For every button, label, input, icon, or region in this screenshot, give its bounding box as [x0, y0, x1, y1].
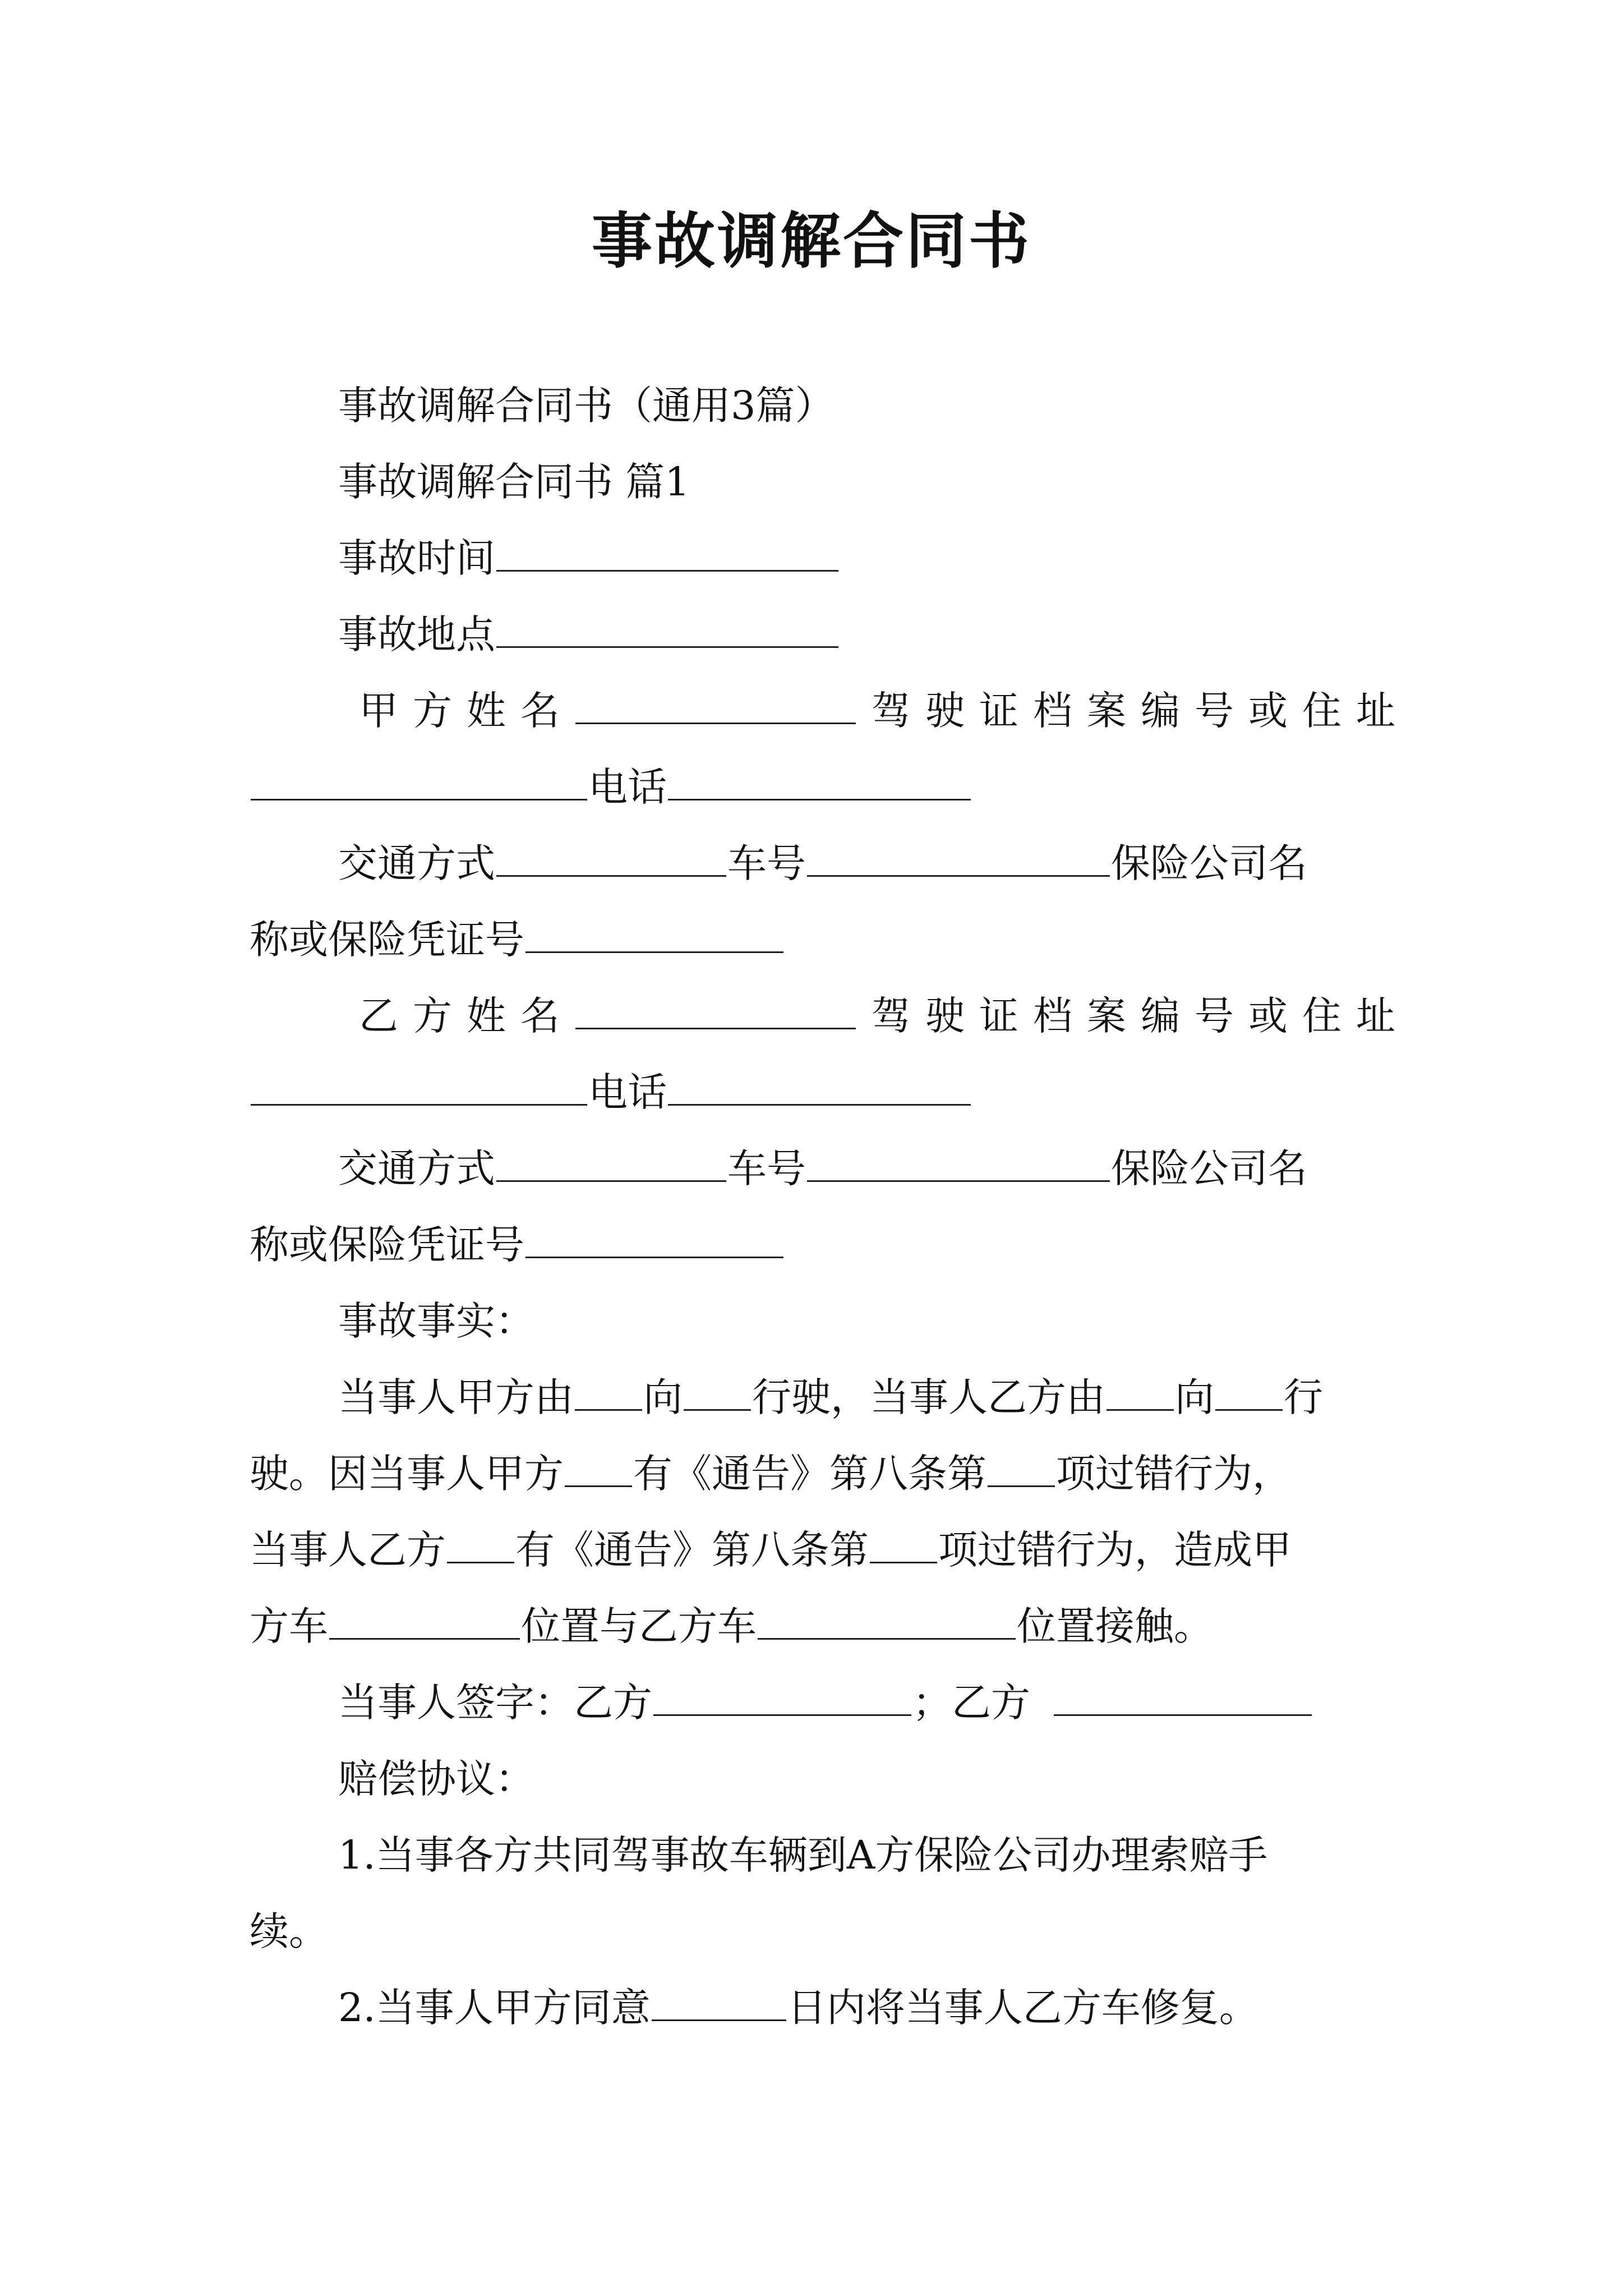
blank-line	[988, 1446, 1055, 1487]
subtitle-text: 事故调解合同书（通用3篇）	[338, 383, 834, 429]
text-run: 向	[643, 1374, 683, 1420]
blank-line	[1215, 1370, 1283, 1411]
text-run: 位置与乙方车	[521, 1603, 757, 1649]
blank-line	[668, 1065, 971, 1106]
text-run: 1.当事各方共同驾事故车辆到A方保险公司办理索赔手	[338, 1832, 1268, 1878]
field-label: 称或保险凭证号	[250, 1222, 524, 1268]
field-accident-time	[250, 520, 1388, 596]
field-label: 称或保险凭证号	[250, 917, 524, 963]
field-label: 交通方式	[338, 840, 495, 886]
blank-line	[447, 1522, 514, 1563]
field-label: 车号	[727, 1145, 806, 1191]
field-party-b-insurance	[250, 1207, 1388, 1283]
field-label: 电话	[588, 764, 667, 810]
field-party-b-name	[250, 978, 1410, 1054]
field-party-a-vehicle	[250, 825, 1388, 901]
text-run: 当事人签字：乙方	[338, 1680, 652, 1726]
text-run: 2.当事人甲方同意	[338, 1985, 651, 2031]
blank-line	[807, 1141, 1110, 1182]
field-label: 车号	[727, 840, 806, 886]
compensation-heading-text: 赔偿协议：	[338, 1756, 534, 1802]
field-label: 事故时间	[338, 535, 495, 581]
field-label: 驾驶证档案编号或住址	[872, 993, 1410, 1039]
blank-line	[575, 1370, 642, 1411]
text-run: 日内将当事人乙方车修复。	[787, 1985, 1258, 2031]
blank-line	[653, 1675, 911, 1716]
field-party-a-phone	[250, 749, 1388, 825]
document-body	[250, 367, 1410, 2046]
section-heading-text: 事故调解合同书 篇1	[338, 459, 690, 505]
paragraph-facts-line3	[250, 1512, 1388, 1588]
blank-line	[496, 836, 726, 877]
paragraph-facts-line4	[250, 1588, 1388, 1664]
text-run: 有《通告》第八条第	[633, 1451, 986, 1497]
blank-line	[870, 1522, 937, 1563]
field-label: 事故地点	[338, 611, 495, 657]
paragraph-clause-1	[250, 1817, 1388, 1893]
blank-line	[329, 1599, 520, 1640]
text-run: 项过错行为，造成甲	[938, 1527, 1292, 1573]
blank-line	[496, 1141, 726, 1182]
text-run: 向	[1175, 1374, 1214, 1420]
text-run: 项过错行为，	[1056, 1451, 1292, 1497]
field-accident-location	[250, 596, 1388, 673]
blank-line	[668, 760, 971, 800]
document-title: 事故调解合同书	[591, 206, 1031, 277]
blank-line	[496, 531, 838, 572]
text-run: 有《通告》第八条第	[515, 1527, 869, 1573]
paragraph-clause-2	[250, 1970, 1388, 2046]
blank-line	[251, 760, 587, 800]
field-label: 电话	[588, 1069, 667, 1115]
text-run: 方车	[250, 1603, 328, 1649]
blank-line	[807, 836, 1110, 877]
text-run: 当事人甲方由	[338, 1374, 574, 1420]
facts-heading-text: 事故事实：	[338, 1298, 534, 1344]
field-label: 驾驶证档案编号或住址	[872, 688, 1410, 734]
blank-line	[684, 1370, 751, 1411]
blank-line	[758, 1599, 1016, 1640]
blank-line	[1106, 1370, 1174, 1411]
paragraph-compensation-heading	[250, 1741, 1388, 1817]
paragraph-facts-line1	[250, 1359, 1388, 1435]
field-label: 保险公司名	[1111, 840, 1307, 886]
text-run: 驶。因当事人甲方	[250, 1451, 564, 1497]
paragraph-facts-line2	[250, 1435, 1388, 1512]
blank-line	[496, 607, 838, 648]
field-label: 保险公司名	[1111, 1145, 1307, 1191]
text-run: 行驶，当事人乙方由	[752, 1374, 1105, 1420]
text-run: 当事人乙方	[250, 1527, 446, 1573]
paragraph-section-heading	[250, 444, 1388, 520]
field-party-b-phone	[250, 1054, 1388, 1130]
paragraph-subtitle	[250, 367, 1388, 444]
blank-line	[251, 1065, 587, 1106]
text-run: 行	[1284, 1374, 1323, 1420]
blank-line	[565, 1446, 632, 1487]
blank-line	[1054, 1675, 1312, 1716]
blank-line	[525, 1217, 783, 1258]
blank-line	[652, 1980, 786, 2021]
text-run: 续。	[250, 1908, 328, 1954]
text-run: ；乙方	[912, 1680, 1030, 1726]
blank-line	[575, 988, 856, 1029]
field-party-b-vehicle	[250, 1130, 1388, 1207]
paragraph-facts-heading	[250, 1283, 1388, 1359]
blank-line	[525, 912, 783, 953]
paragraph-signatures	[250, 1664, 1388, 1741]
blank-line	[575, 683, 856, 724]
field-party-a-insurance	[250, 901, 1388, 978]
field-label: 甲方姓名	[359, 688, 574, 734]
field-label: 乙方姓名	[359, 993, 574, 1039]
text-run: 位置接触。	[1017, 1603, 1213, 1649]
field-party-a-name	[250, 673, 1410, 749]
paragraph-clause-1-continued	[250, 1893, 1388, 1970]
field-label: 交通方式	[338, 1145, 495, 1191]
